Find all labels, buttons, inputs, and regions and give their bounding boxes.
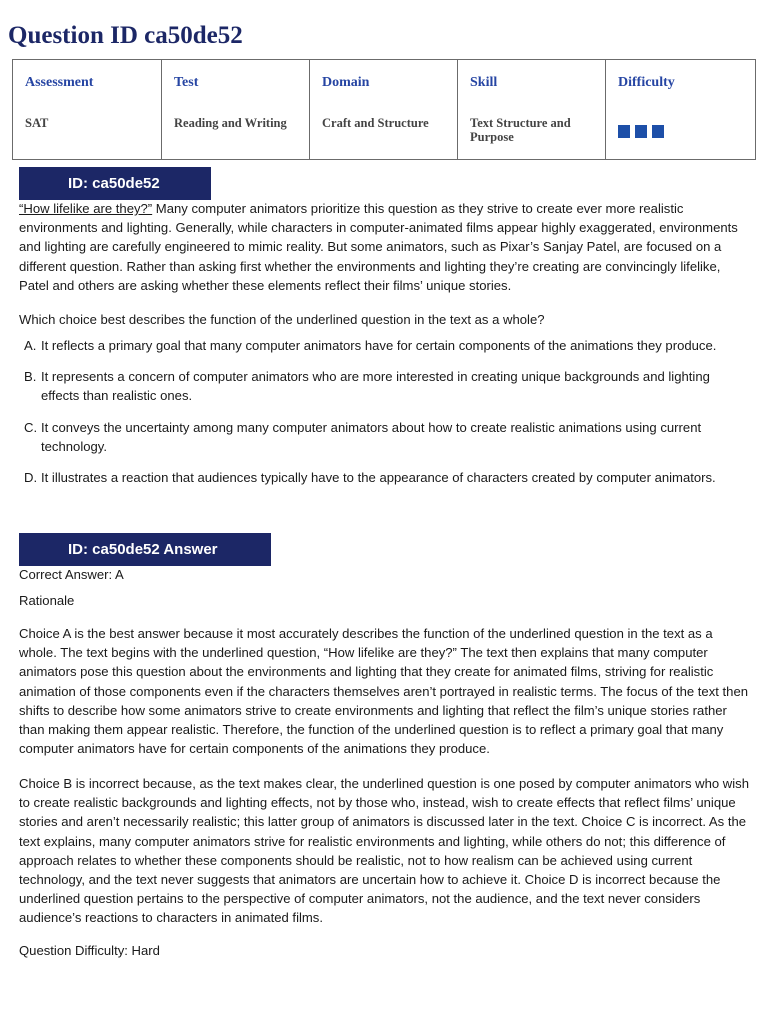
assessment-header: Assessment [25,75,94,90]
difficulty-indicator [618,125,743,138]
metadata-table [12,59,756,160]
difficulty-bar [652,125,664,138]
assessment-value: SAT [25,116,49,130]
skill-header: Skill [470,75,498,90]
domain-header: Domain [322,75,370,90]
test-cell [162,60,310,160]
choice-letter: C. [24,419,38,435]
rationale-other-choices: Choice B is incorrect because, as the text makes clear, the underlined question is one posed by computer animators who wish to create realistic backgrounds and lighting effects, not by those who, instead, wish to create effects that reflect films’ unique stories and aren’t necessarily realistic; this latter group of animators is discussed later in the text. Choice C is incorrect. As the text explains, many computer animators strive for realistic environments and lighting, while others do not; this difference of approach relates to whether these components should be realistic, not to how realism can be achieved using current technology, and the text never suggests that animators are uncertain how to achieve it. Choice D is incorrect because the underlined question pertains to the perspective of computer animators, not the audience, and the text never considers audience’s reactions to characters in animated films. [19,776,750,926]
choice-letter: B. [24,369,37,385]
choice-d [19,468,749,487]
passage-text: Many computer animators prioritize this question as they strive to create ever more realistic environments and lighting. Generally, while characters in computer-animated films appear highly exaggerated, environments and lighting are carefully engineered to mimic reality. But some animators, such as Pixar’s Sanjay Patel, are focused on a different question. Rather than asking first whether the environments and lighting they’re creating are convincingly lifelike, Patel and others are asking whether these elements reflect their films’ unique stories. [19,201,738,293]
question-prompt: Which choice best describes the function of the underlined question in the text as a whole? [19,312,545,327]
choice-a [19,336,749,355]
page-title: Question ID ca50de52 [8,22,243,49]
underlined-question: “How lifelike are they?” [19,201,153,216]
difficulty-cell [606,60,756,160]
domain-value: Craft and Structure [322,116,429,130]
assessment-cell [13,60,162,160]
rationale-choice-a: Choice A is the best answer because it most accurately describes the function of the underlined question in the text as a whole. The text begins with the underlined question, “How lifelike are they?” The text then explains that many computer animators pose this question about the environments and lighting that they create for animated films, striving for realistic animation of those components even if the characters themselves aren’t portrayed in realistic terms. The focus of the text then shifts to describe how some animators strive to create environments and lighting that reflect the film’s unique stories rather than making them appear realistic. Therefore, the function of the underlined question is to reflect a primary goal that many computer animators have for certain components of the animations they produce. [19,626,749,757]
correct-answer: Correct Answer: A [19,567,124,582]
difficulty-bar [635,125,647,138]
choice-b [19,367,749,405]
choice-text: It illustrates a reaction that audiences typically have to the appearance of characters created by computer animators. [41,470,716,486]
skill-value: Text Structure and Purpose [470,116,571,144]
choice-letter: D. [24,470,38,486]
passage [19,199,749,295]
answer-id-banner: ID: ca50de52 Answer [19,533,271,566]
answer-choices [19,336,749,499]
test-header: Test [174,75,199,90]
test-value: Reading and Writing [174,116,287,130]
difficulty-bar [618,125,630,138]
domain-cell [310,60,458,160]
skill-cell [458,60,606,160]
question-id-banner: ID: ca50de52 [19,167,211,200]
rationale-label: Rationale [19,593,75,608]
choice-letter: A. [24,338,37,353]
choice-text: It represents a concern of computer animators who are more interested in creating unique backgrounds and lighting effects than realistic ones. [41,369,710,404]
question-difficulty: Question Difficulty: Hard [19,943,160,958]
choice-text: It conveys the uncertainty among many computer animators about how to create realistic animations using current technology. [41,419,702,454]
choice-text: It reflects a primary goal that many computer animators have for certain components of the animations they produce. [41,338,717,353]
choice-c [19,418,749,456]
difficulty-header: Difficulty [618,75,675,90]
